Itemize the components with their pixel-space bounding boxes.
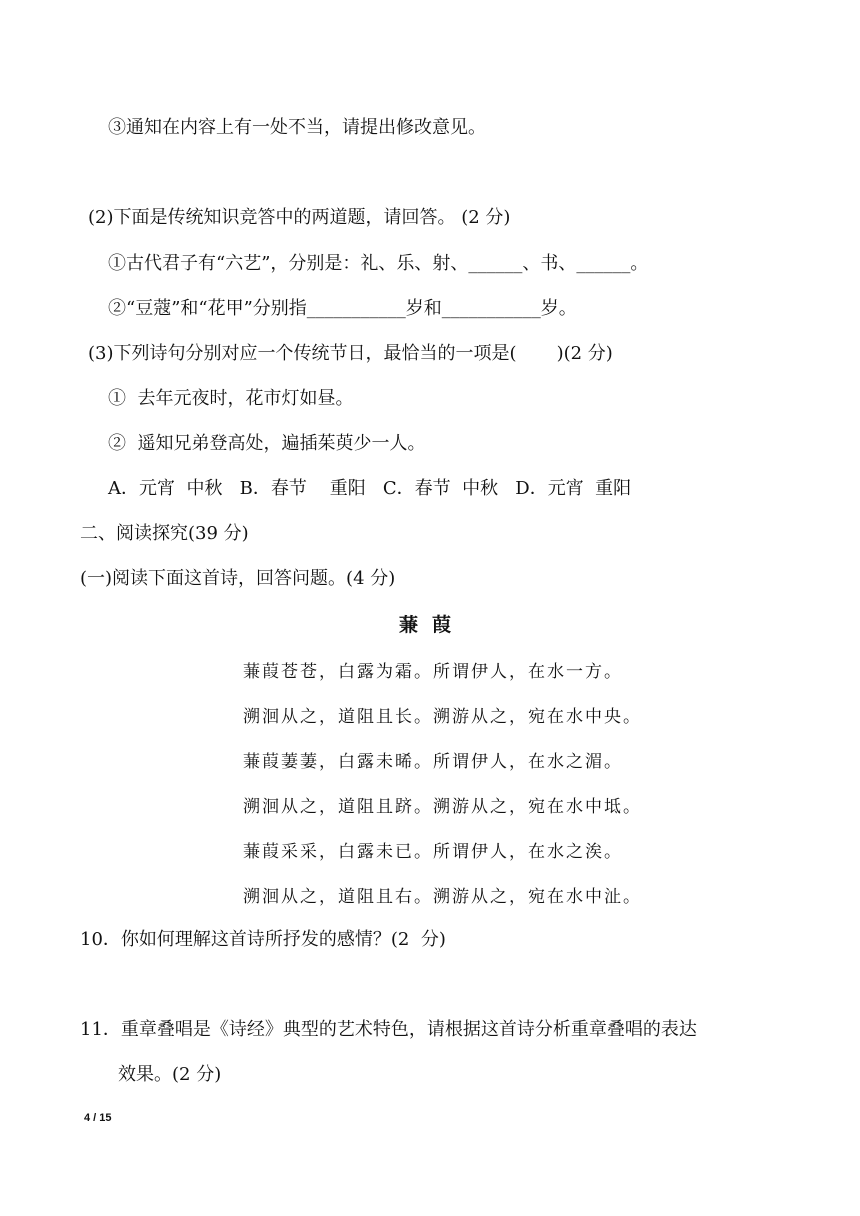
question-3-options: A．元宵 中秋 B．春节 重阳 C．春节 中秋 D．元宵 重阳 <box>108 478 632 499</box>
poem-title: 蒹葭 <box>399 614 466 636</box>
notice-question-3: ③通知在内容上有一处不当，请提出修改意见。 <box>108 117 486 138</box>
question-2-title: (2)下面是传统知识竞答中的两道题，请回答。 (2 分) <box>88 207 511 228</box>
poem-line: 溯洄从之，道阻且长。溯游从之，宛在水中央。 <box>243 707 642 727</box>
question-3-title: (3)下列诗句分别对应一个传统节日，最恰当的一项是( )(2 分) <box>88 343 613 364</box>
question-3-line-2: ② 遥知兄弟登高处，遍插茱萸少一人。 <box>108 433 426 454</box>
section-heading: 二、阅读探究(39 分) <box>80 523 249 544</box>
poem-line: 蒹葭采采，白露未已。所谓伊人，在水之涘。 <box>243 842 623 862</box>
question-2-item-1: ①古代君子有“六艺”，分别是：礼、乐、射、______、书、______。 <box>108 253 649 274</box>
question-11-line-1: 11．重章叠唱是《诗经》典型的艺术特色，请根据这首诗分析重章叠唱的表达 <box>80 1019 697 1040</box>
question-11-line-2: 效果。(2 分) <box>118 1064 222 1085</box>
sub-section-heading: (一)阅读下面这首诗，回答问题。(4 分) <box>80 568 396 589</box>
question-3-line-1: ① 去年元夜时，花市灯如昼。 <box>108 388 354 409</box>
page-number: 4 / 15 <box>84 1112 112 1124</box>
poem-line: 溯洄从之，道阻且右。溯游从之，宛在水中沚。 <box>243 887 642 907</box>
poem-line: 溯洄从之，道阻且跻。溯游从之，宛在水中坻。 <box>243 797 642 817</box>
question-10: 10．你如何理解这首诗所抒发的感情？(2 分) <box>80 929 446 950</box>
question-2-item-2: ②“豆蔻”和“花甲”分别指___________岁和___________岁。 <box>108 298 577 319</box>
poem-line: 蒹葭萋萋，白露未晞。所谓伊人，在水之湄。 <box>243 752 623 772</box>
poem-line: 蒹葭苍苍，白露为霜。所谓伊人，在水一方。 <box>243 662 623 682</box>
